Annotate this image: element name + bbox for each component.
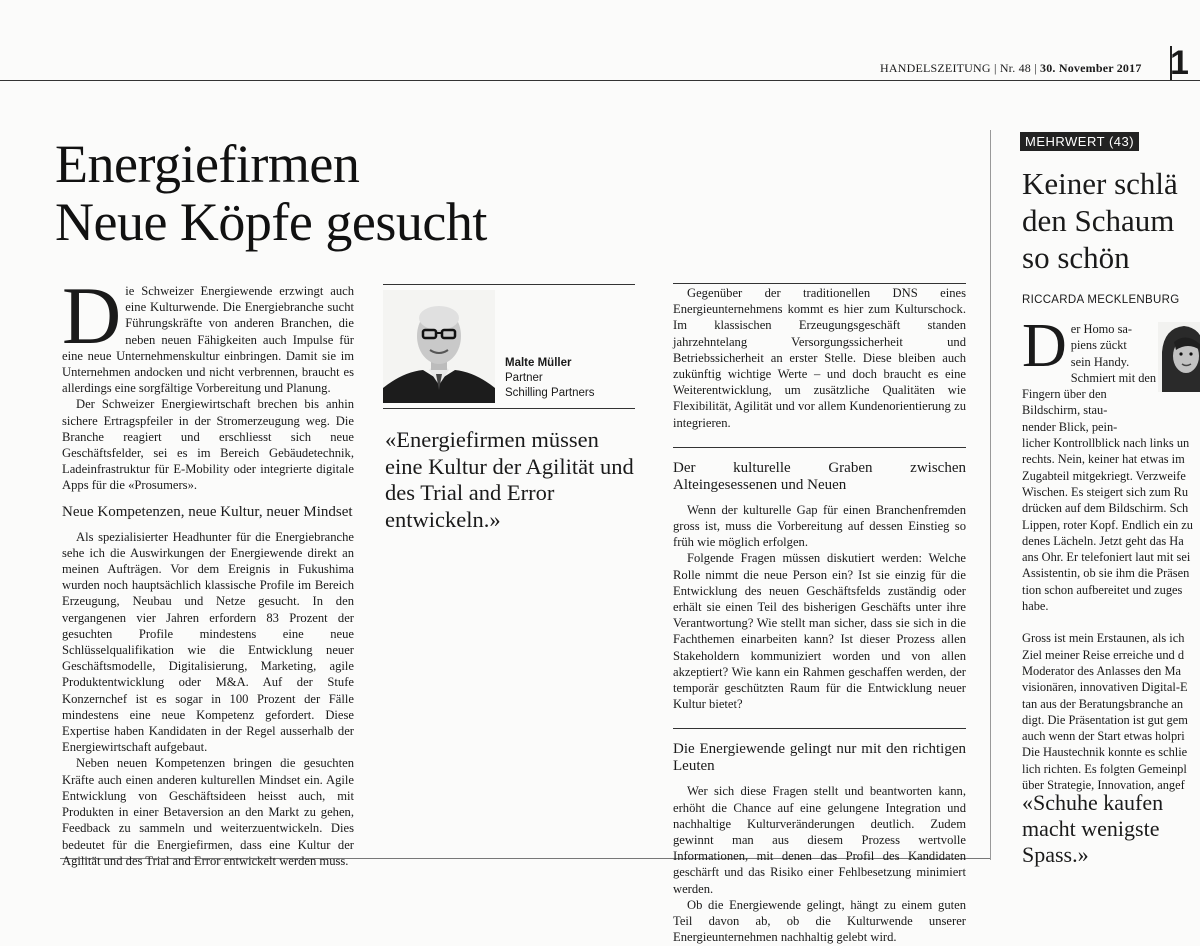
sidebar-text-line: visionären, innovativen Digital-E xyxy=(1022,680,1188,695)
sidebar-pull-quote xyxy=(1022,790,1163,868)
sidebar-text-line: Wischen. Es steigert sich zum Ru xyxy=(1022,484,1189,499)
sidebar-text-line: nender Blick, pein- xyxy=(1022,419,1118,434)
sidebar-text-line: ans Ohr. Er telefoniert laut mit sei xyxy=(1022,550,1191,565)
headline-line-2: Neue Köpfe gesucht xyxy=(55,192,487,252)
article-column-1 xyxy=(62,270,354,869)
paragraph: Gegenüber der traditionellen DNS eines Energieunternehmens kommt es hier zum Kulturschock. Im klassischen Erzeugungsgeschäft standen jahrzehntelang Versorgungssicherheit und Betriebssicherheit an erster Stelle. Diese bleiben auch zukünftig wichtige Werte – und doch braucht es eine Weiterentwicklung, um zusätzliche Qualitäten wie Flexibilität, Agilität und vor allem Kundenorientierung zu integrieren. xyxy=(673,286,966,430)
sidebar-quote-line: Spass.» xyxy=(1022,842,1089,867)
paragraph: Wer sich diese Fragen stellt und beantworten kann, erhöht die Chance auf eine gelungene Integration und nachhaltige Kulturveränderungen deutlich. Zudem gewinnt man aus diesem Prozess wertvolle Informationen, mit denen das Profil des Kandidaten geschärft und das Risiko einer Fehlbesetzung minimiert werden. xyxy=(673,784,966,896)
issue-number: Nr. 48 xyxy=(999,61,1032,75)
paragraph: Folgende Fragen müssen diskutiert werden: Welche Rolle nimmt die neue Person ein? Ist sie einzig für die Entwicklung des neuen Geschäftsfelds zuständig oder erhält sie einen Teil des bisherigen Geschäfts unter ihre Verantwortung? Wie stellt man sicher, dass sie sich in die Fachthemen einarbeiten kann? Ist dieser Prozess allen Stakeholdern kommuniziert worden und von allen akzeptiert? Wie kann ein Rahmen geschaffen werden, der temporär geschützten Raum für die Entwicklung neuer Kultur bietet? xyxy=(673,551,966,712)
paragraph: Neben neuen Kompetenzen bringen die gesuchten Kräfte auch einen anderen kulturellen Mindset ein. Agile Entwicklung von Geschäftsideen heisst auch, mit Produkten in einer Betaversion an den Markt zu gehen, Feedback zu sammeln und weiterzuentwickeln. Dies bedeutet für die Energiefirmen, dass eine Kultur der Agilität und des Trial and Error entwickelt werden muss. xyxy=(62,756,354,868)
sidebar-author-portrait xyxy=(1158,322,1200,392)
author-company: Schilling Partners xyxy=(505,387,595,399)
sidebar-text-line: auch wenn der Start etwas holpri xyxy=(1022,729,1185,744)
sidebar-text-line: sein Handy. xyxy=(1070,354,1130,369)
author-box-top-rule xyxy=(383,284,635,285)
paragraph: Als spezialisierter Headhunter für die Energiebranche sehe ich die Auswirkungen der Energiewende direkt an meinen Aufträgen. Vor dem Ereignis in Fukushima wurden noch hauptsächlich klassische Profile im Bereich Erzeugung, Neubau und Netze gesucht. In den vergangenen vier Jahren erfordern 83 Prozent der gesuchten Profile mindestens eine neue Schlüsselqualifikation wie die Entwicklung neuer Geschäftsmodelle, Digitalisierung, Marketing, agile Produktentwicklung oder M&A. Auf der Stufe Konzernchef ist es sogar in 100 Prozent der Fälle mindestens eine neue Kompetenz gefordert. Diese Expertise haben Kandidaten in der Regel ausserhalb der Energiewirtschaft aufgebaut. xyxy=(62,529,354,755)
author-bio xyxy=(505,356,594,401)
paragraph: Ob die Energiewende gelingt, hängt zu einem guten Teil davon ab, ob die Kulturwende unserer Energieunternehmen nachhaltig gelebt wird. xyxy=(673,897,966,945)
header-rule xyxy=(0,80,1200,81)
sidebar-text-line: licher Kontrollblick nach links un xyxy=(1022,436,1190,451)
column-separator xyxy=(990,130,991,860)
article-column-3 xyxy=(673,283,966,946)
sidebar-text-line: habe. xyxy=(1022,599,1049,614)
sidebar-headline xyxy=(1022,165,1178,276)
sidebar-text-line: digt. Die Präsentation ist gut gem xyxy=(1022,712,1188,727)
sidebar-quote-line: macht wenigste xyxy=(1022,816,1160,841)
sidebar-paragraph-2 xyxy=(1022,630,1200,793)
page-number: 1 xyxy=(1170,44,1189,82)
sidebar-text-line: drücken auf dem Bildschirm. Sch xyxy=(1022,501,1189,516)
issue-date: 30. November 2017 xyxy=(1040,61,1142,75)
sidebar-text-line: Fingern über den xyxy=(1022,387,1107,402)
sidebar-text-line: Assistentin, ob sie ihm die Präsen xyxy=(1022,566,1190,581)
pull-quote: «Energiefirmen müssen eine Kultur der Agilität und des Trial and Error entwickeln.» xyxy=(385,427,634,532)
sidebar-text-line: denes Lächeln. Jetzt geht das Ha xyxy=(1022,533,1184,548)
sidebar-text-line: lich richten. Es folgten Gemeinpl xyxy=(1022,761,1187,776)
article-headline xyxy=(55,135,487,251)
dropcap: D xyxy=(62,270,122,361)
sidebar-text-line: Schmiert mit den xyxy=(1070,370,1157,385)
sidebar-text-line: piens zückt xyxy=(1070,338,1127,353)
author-portrait xyxy=(383,290,495,403)
sidebar-text-line: Die Haustechnik konnte es schlie xyxy=(1022,745,1188,760)
sidebar-text-line: rechts. Nein, keiner hat etwas im xyxy=(1022,452,1185,467)
sidebar-dropcap: D xyxy=(1022,312,1067,380)
subheading: Der kulturelle Graben zwischen Alteingesessenen und Neuen xyxy=(673,447,966,494)
subheading: Die Energiewende gelingt nur mit den richtigen Leuten xyxy=(673,728,966,775)
paragraph: ie Schweizer Energiewende erzwingt auch eine Kulturwende. Die Energiebranche sucht Führungskräfte von anderen Branchen, die neben neuen Fähigkeiten auch Impulse für eine neue Unternehmenskultur einbringen. Damit sie im Unternehmen andocken und nicht verbrennen, braucht es allerdings eine sorgfältige Vorbereitung und Planung. xyxy=(62,284,354,396)
sidebar-text-line: Zugabteil mitgekriegt. Verzweife xyxy=(1022,468,1186,483)
sidebar-author: RICCARDA MECKLENBURG xyxy=(1022,294,1180,306)
sidebar-headline-line: Keiner schlä xyxy=(1022,166,1178,201)
author-role: Partner xyxy=(505,372,543,384)
paragraph: Der Schweizer Energiewirtschaft brechen bis anhin sichere Ertragspfeiler in der Stromerzeugung weg. Die Branche reagiert und erschliesst sich neue Geschäftsfelder, sei es im Bereich Gebäudetechnik, Ladeinfrastruktur für E-Mobility oder integrierte digitale Apps für die «Prosumers». xyxy=(62,397,354,493)
sidebar-text-line: Lippen, roter Kopf. Endlich ein zu xyxy=(1022,517,1194,532)
author-name: Malte Müller xyxy=(505,357,572,369)
sidebar-text-line: tion schon aufbereitet und zuges xyxy=(1022,582,1183,597)
headline-line-1: Energiefirmen xyxy=(55,134,360,194)
author-box-bottom-rule xyxy=(383,408,635,409)
paragraph: Wenn der kulturelle Gap für einen Branchenfremden gross ist, muss die Vorbereitung auf dessen Einstieg so früh wie möglich erfolgen. xyxy=(673,502,966,550)
sidebar-headline-line: so schön xyxy=(1022,240,1130,275)
subheading: Neue Kompetenzen, neue Kultur, neuer Mindset xyxy=(62,503,353,520)
sidebar-text-line: Moderator des Anlasses den Ma xyxy=(1022,663,1181,678)
sidebar-quote-line: «Schuhe kaufen xyxy=(1022,790,1164,815)
masthead: HANDELSZEITUNG | Nr. 48 | 30. November 2017 xyxy=(880,61,1142,75)
sidebar-text-line: Ziel meiner Reise erreiche und d xyxy=(1022,647,1185,662)
sidebar-text-line: Bildschirm, stau- xyxy=(1022,403,1108,418)
sidebar-headline-line: den Schaum xyxy=(1022,203,1175,238)
sidebar-text-line: über Strategie, Innovation, angef xyxy=(1022,778,1185,793)
sidebar-text-line: Gross ist mein Erstaunen, als ich xyxy=(1022,631,1185,646)
paper-name: HANDELSZEITUNG xyxy=(880,61,991,75)
sidebar-text-line: er Homo sa- xyxy=(1070,322,1133,336)
sidebar-text-line: tan aus der Beratungsbranche an xyxy=(1022,696,1184,711)
section-tag: MEHRWERT (43) xyxy=(1020,132,1139,151)
